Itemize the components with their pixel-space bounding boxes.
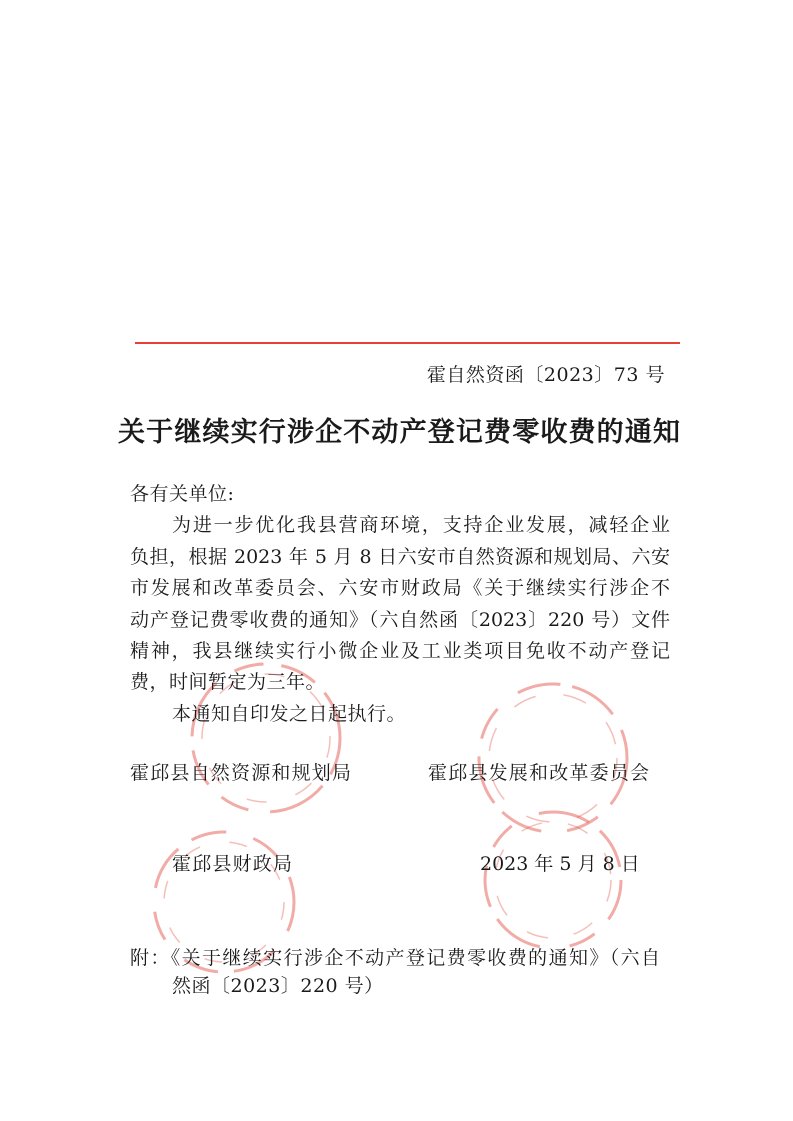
issuer-development-reform: 霍邱县发展和改革委员会 — [428, 762, 651, 784]
document-title: 关于继续实行涉企不动产登记费零收费的通知 — [118, 417, 680, 448]
document-number: 霍自然资函〔2023〕73 号 — [426, 364, 665, 386]
paragraph-line: 为进一步优化我县营商环境，支持企业发展，减轻企业 — [172, 514, 670, 537]
paragraph-line: 市发展和改革委员会、六安市财政局《关于继续实行涉企不 — [130, 577, 670, 600]
issuer-finance: 霍邱县财政局 — [172, 853, 294, 875]
attachment-line: 附：《关于继续实行涉企不动产登记费零收费的通知》（六自 — [130, 947, 660, 969]
paragraph-line: 费，时间暂定为三年。 — [130, 671, 326, 694]
issue-date: 2023 年 5 月 8 日 — [480, 853, 640, 875]
paragraph-line: 负担，根据 2023 年 5 月 8 日六安市自然资源和规划局、六安 — [130, 545, 670, 568]
salutation: 各有关单位: — [130, 483, 235, 505]
issuer-natural-resources: 霍邱县自然资源和规划局 — [130, 762, 353, 784]
seal-date — [485, 812, 621, 948]
document-body — [130, 479, 670, 730]
effective-line: 本通知自印发之日起执行。 — [172, 702, 407, 725]
paragraph-line: 精神，我县继续实行小微企业及工业类项目免收不动产登记 — [130, 639, 670, 662]
red-header-rule — [135, 342, 680, 344]
paragraph-line: 动产登记费零收费的通知》（六自然函〔2023〕220 号）文件 — [130, 608, 670, 631]
attachment-line: 然函〔2023〕220 号） — [172, 975, 384, 997]
